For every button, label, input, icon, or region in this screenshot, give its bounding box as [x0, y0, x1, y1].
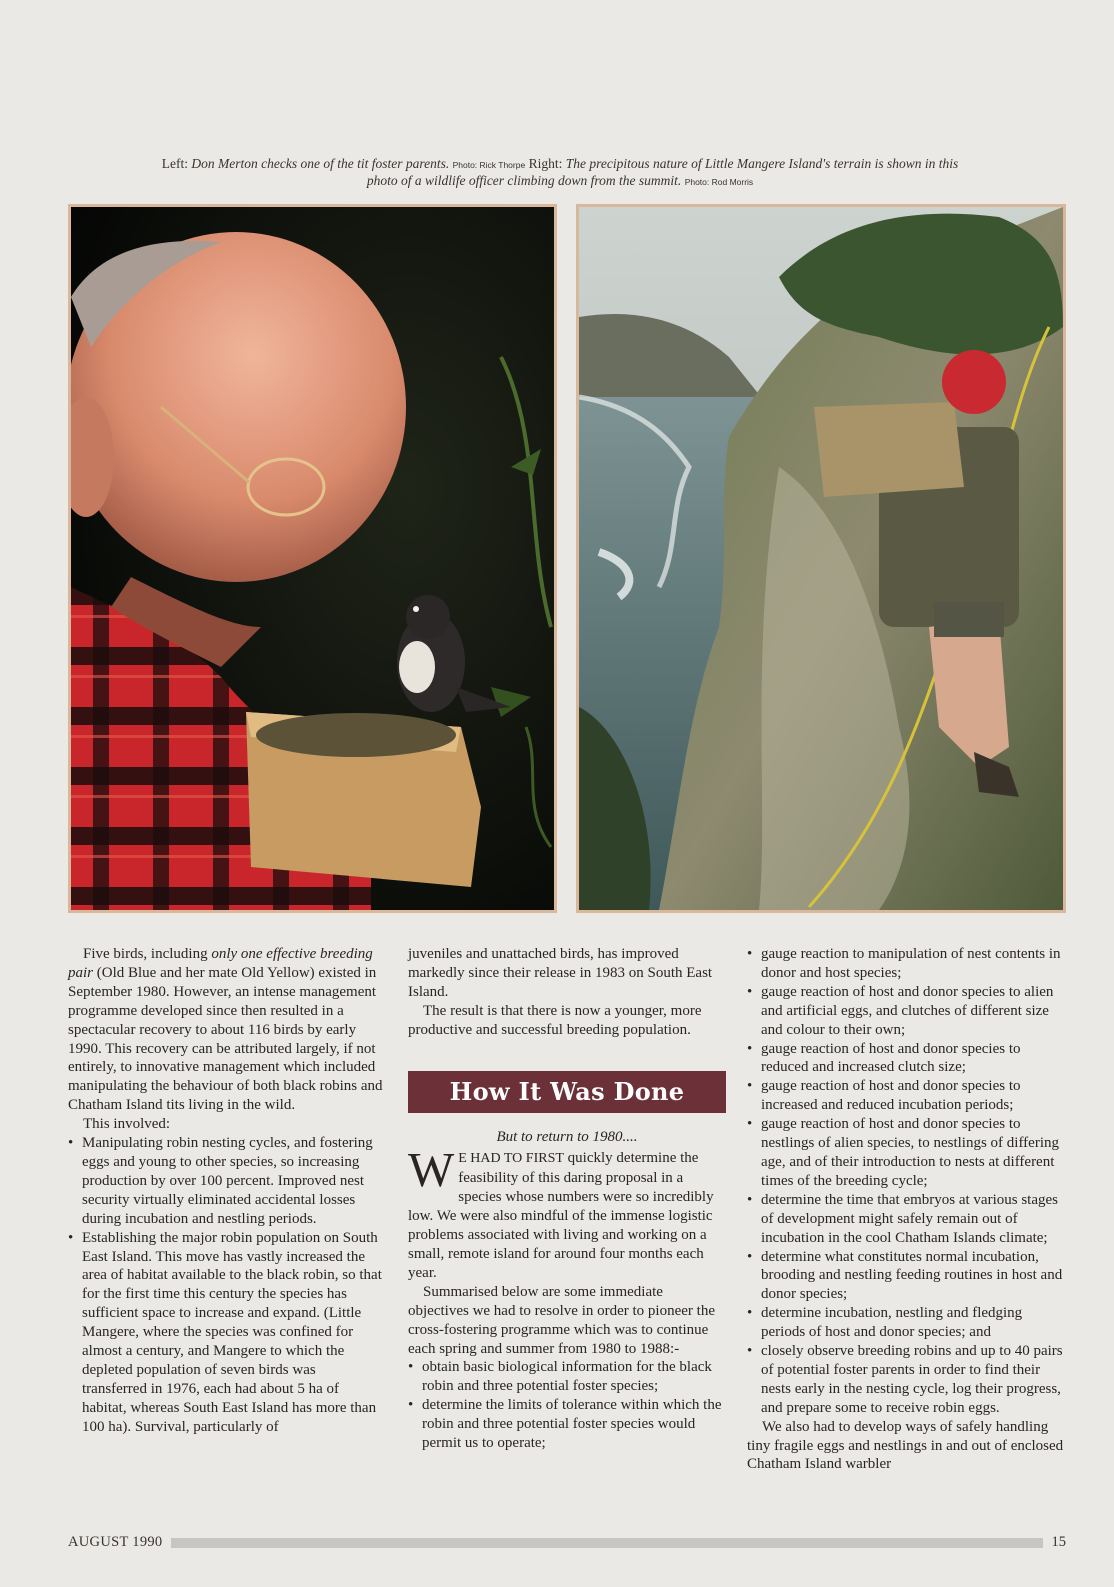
- paragraph-handling-eggs: We also had to develop ways of safely handling tiny fragile eggs and nestlings in and out of enclosed Chatham Island warbler: [747, 1418, 1064, 1473]
- list-item: • determine incubation, nestling and fledging periods of host and donor species; and: [747, 1304, 1065, 1342]
- list-item: • Manipulating robin nesting cycles, and fostering eggs and young to other species, so increasing production by over 100 percent. Improved nest security virtually eliminated accidental losses during incubation and nestling periods.: [68, 1134, 383, 1229]
- bullet-list-objectives: [408, 1358, 726, 1453]
- caption-left-label: Left:: [161, 156, 189, 171]
- photo-caption: [150, 156, 970, 190]
- list-item: • gauge reaction to manipulation of nest contents in donor and host species;: [747, 945, 1065, 983]
- paragraph-this-involved: This involved:: [83, 1116, 171, 1133]
- photo-don-merton-illustration: [71, 207, 554, 910]
- article-column-3: [747, 945, 1065, 1474]
- paragraph-continued: juveniles and unattached birds, has improved markedly since their release in 1983 on South East Island.: [408, 946, 713, 1000]
- list-item: • gauge reaction of host and donor species to reduced and increased clutch size;: [747, 1040, 1065, 1078]
- bullet-list-objectives-continued: [747, 945, 1065, 1418]
- caption-right-credit: Photo: Rod Morris: [684, 177, 754, 187]
- paragraph-intro: Five birds, including only one effective breeding pair (Old Blue and her mate Old Yellow) existed in September 1980. However, an intense management programme developed since then resulted in a spectacular recovery to about 116 birds by early 1990. This recovery can be attributed largely, if not entirely, to innovative management which included manipulating the behaviour of both black robins and Chatham Island tits living in the wild.: [68, 946, 383, 1114]
- article-column-1: [68, 945, 383, 1437]
- bullet-list-involved: [68, 1134, 383, 1437]
- caption-left-text: Don Merton checks one of the tit foster parents.: [191, 156, 450, 171]
- article-column-2: [408, 945, 726, 1453]
- list-item: • obtain basic biological information for the black robin and three potential foster species;: [408, 1358, 726, 1396]
- list-item: • closely observe breeding robins and up to 40 pairs of potential foster parents in order to find their nests early in the nesting cycle, log their progress, and prepare some to receive robin eggs.: [747, 1342, 1065, 1418]
- list-item: • Establishing the major robin population on South East Island. This move has vastly increased the area of habitat available to the black robin, so that for the first time this century the species has sufficient space to increase and expand. (Little Mangere, where the species was confined for almost a century, and Mangere to which the depleted population of seven birds was transferred in 1976, each had about 5 ha of habitat, whereas South East Island has more than 100 ha). Survival, particularly of: [68, 1229, 383, 1437]
- list-item: • determine the limits of tolerance within which the robin and three potential foster species would permit us to operate;: [408, 1396, 726, 1453]
- section-subheading: But to return to 1980....: [496, 1128, 638, 1145]
- section-heading: How It Was Done: [408, 1071, 726, 1113]
- list-item: • determine what constitutes normal incubation, brooding and nestling feeding routines in host and donor species;: [747, 1248, 1065, 1305]
- list-item: • determine the time that embryos at various stages of development might safely remain out of incubation in the cool Chatham Islands climate;: [747, 1191, 1065, 1248]
- issue-date: AUGUST 1990: [68, 1534, 163, 1550]
- list-item: • gauge reaction of host and donor species to alien and artificial eggs, and clutches of different size and colour to their own;: [747, 983, 1065, 1040]
- caption-right-label: Right:: [528, 156, 563, 171]
- photo-little-mangere-cliff: [576, 204, 1066, 913]
- page-footer: [68, 1534, 1066, 1554]
- paragraph-summarised: Summarised below are some immediate objectives we had to resolve in order to pioneer the cross-fostering programme which was to continue each spring and summer from 1980 to 1988:-: [408, 1283, 715, 1357]
- lead-in-caps: E HAD TO FIRST: [458, 1151, 564, 1167]
- photo-little-mangere-cliff-illustration: [579, 207, 1063, 910]
- drop-cap: W: [408, 1142, 455, 1198]
- paragraph-dropcap: W E HAD TO FIRST quickly determine the feasibility of this daring proposal in a species whose numbers were so incredibly low. We were also mindful of the immense logistic problems associated with living and working on a small, remote island for around four months each year.: [408, 1142, 714, 1281]
- list-item: • gauge reaction of host and donor species to nestlings of alien species, to nestlings of differing age, and of their introduction to nests at different times of the breeding cycle;: [747, 1115, 1065, 1191]
- page-number: 15: [1051, 1534, 1066, 1550]
- caption-left-credit: Photo: Rick Thorpe: [452, 160, 526, 170]
- paragraph-result: The result is that there is now a younger, more productive and successful breeding population.: [408, 1002, 702, 1038]
- photo-don-merton: [68, 204, 557, 913]
- list-item: • gauge reaction of host and donor species to increased and reduced incubation periods;: [747, 1077, 1065, 1115]
- footer-rule: [171, 1538, 1043, 1548]
- caption-right-text: The precipitous nature of Little Mangere Island's terrain is shown in this photo of a wildlife officer climbing down from the summit.: [366, 156, 959, 188]
